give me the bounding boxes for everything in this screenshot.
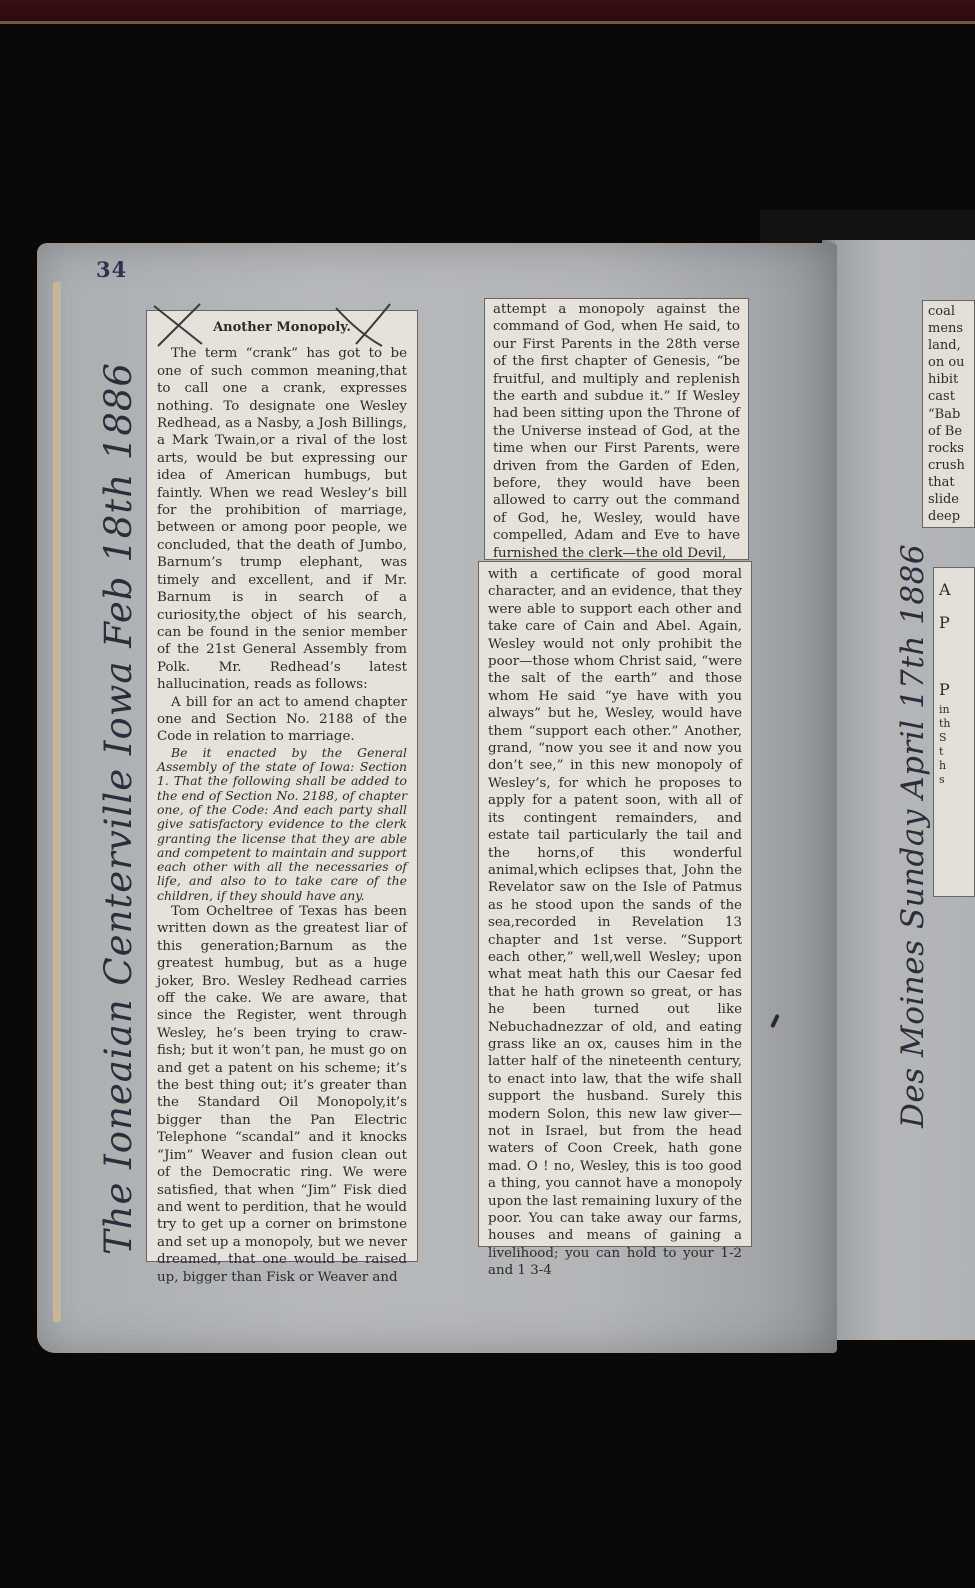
fragment-line: hibit — [928, 372, 959, 388]
fragment-line: s — [939, 773, 945, 786]
column-2-bottom-text: with a certificate of good moral character, and an evidence, that they were able to support each other and take care of Cain and Abel. Again, Wesley would not only prohibit the poor—those whom Christ said, “were the salt of the earth” and those whom He said “ye have with you always” but he, Wesley, would have them “support each other.” Another, grand, “now you see it and now you don’t see,” in this new monopoly of Wesley’s, for which he proposes to apply for a patent soon, with all of its contingent remainders, and estate tail particularly the tail and the horns,of this wonderful animal,which eclipses that, John the Revelator saw on the Isle of Patmus as he stood upon the sands of the sea,recorded in Revelation 13 chapter and 1st verse. “Support each other,” well,well Wesley; upon what meat hath this our Caesar fed that he hath grown so great, or has he been turned out like Nebuchadnezzar of old, and eating grass like an ox, causes him in the latter half of the nineteenth century, to enact into law, that the wife shall support the husband. Surely this modern Solon, this new law giver—not in Israel, but from the head waters of Coon Creek, hath gone mad. O ! no, Wesley, this is too good a thing, you cannot have a monopoly upon the last remaining luxury of the poor. You can take away our farms, houses and means of gaining a livelihood; you can hold to your 1-2 and 1 3-4 — [488, 567, 742, 1279]
column-2-top-text: attempt a monopoly against the command of God, when He said, to our First Parents in the 28th verse of the first chapter of Genesis, “be fruitful, and multiply and replenish the earth and subdue it.” If Wesley had been sitting upon the Throne of the Universe instead of God, at the time when our First Parents, were driven from the Garden of Eden, before, they would have been allowed to carry out the command of God, he, Wesley, would have compelled, Adam and Eve to have furnished the clerk—the old Devil, — [493, 302, 740, 561]
fragment-line: slide — [928, 492, 960, 508]
clipping-title: Another Monopoly. — [213, 320, 351, 335]
top-binding-band — [0, 0, 975, 24]
handwritten-note-right: Des Moines Sunday April 17th 1886 — [895, 543, 931, 1128]
fragment-line: cast — [928, 389, 955, 405]
paragraph-1: The term “crank” has got to be one of such common meaning,that to call one a crank, expresses nothing. To designate one Wesley Redhead, as a Nasby, a Josh Billings, a Mark Twain,or a rival of the lost arts, would be but expressing our idea of American humbugs, but faintly. When we read Wesley’s bill for the prohibition of marriage, between or among poor people, we concluded, that the death of Jumbo, Barnum’s trump elephant, was timely and excellent, and if Mr. Barnum is in search of a curiosity,the object of his search, can be found in the senior member of the 21st General Assembly from Polk. Mr. Redhead’s latest hallucination, reads as follows: — [157, 346, 407, 693]
clipping-column-2-top — [484, 298, 749, 560]
clipping-column-2-bottom — [478, 561, 752, 1279]
facing-page-clipping-1 — [922, 300, 975, 528]
fragment-line: S — [939, 731, 947, 744]
page-number: 34 — [96, 257, 128, 282]
handwritten-note-left: The Ioneaian Centerville Iowa Feb 18th 1886 — [97, 362, 140, 1255]
clipping-column-1 — [146, 310, 418, 1285]
pencil-check-mark — [330, 300, 400, 350]
fragment-heading: A — [939, 580, 951, 599]
fragment-line: land, — [928, 338, 961, 354]
fragment-line: t — [939, 745, 944, 758]
fragment-line: h — [939, 759, 947, 772]
fragment-line: that — [928, 474, 955, 490]
pencil-x-mark — [150, 300, 210, 350]
paragraph-2: A bill for an act to amend chapter one and Section No. 2188 of the Code in relation to marriage. — [157, 694, 407, 745]
fragment-line: in — [939, 703, 950, 716]
fragment-line: deep — [928, 509, 961, 525]
fragment-line: “Bab — [928, 406, 961, 422]
page-edge — [53, 282, 61, 1322]
facing-page-clipping-2 — [933, 567, 975, 897]
fragment-line: coal — [928, 304, 956, 319]
fragment-line: th — [939, 717, 951, 730]
fragment-heading: P — [939, 613, 950, 632]
fragment-line: rocks — [928, 440, 964, 456]
fragment-line: mens — [928, 321, 964, 337]
fragment-line: crush — [928, 457, 965, 473]
paragraph-3-bill: Be it enacted by the General Assembly of the state of Iowa: Section 1. That the following shall be added to the end of Section No. 2188, of chapter one, of the Code: And each party shall give satisfactory evidence to the clerk granting the license that they are able and competent to maintain and support each other with all the necessaries of life, and also to to take care of the children, if they should have any. — [157, 744, 407, 903]
fragment-line: on ou — [928, 355, 965, 371]
fragment-line: of Be — [928, 423, 963, 439]
fragment-heading: P — [939, 680, 950, 699]
paragraph-4: Tom Ocheltree of Texas has been written down as the greatest liar of this generation;Barnum as the greatest humbug, but as a huge joker, Bro. Wesley Redhead carries off the cake. We are aware, that since the Register, went through Wesley, he’s been trying to craw-fish; but it won’t pan, he must go on and get a patent on his scheme; it’s the best thing out; it’s greater than the Standard Oil Monopoly,it’s bigger than the Pan Electric Telephone “scandal” and it knocks “Jim” Weaver and fusion clean out of the Democratic ring. We were satisfied, that when “Jim” Fisk died and went to perdition, that he would try to get up a corner on brimstone and set up a monopoly, but we never dreamed, that one would be raised up, bigger than Fisk or Weaver and — [157, 904, 407, 1285]
